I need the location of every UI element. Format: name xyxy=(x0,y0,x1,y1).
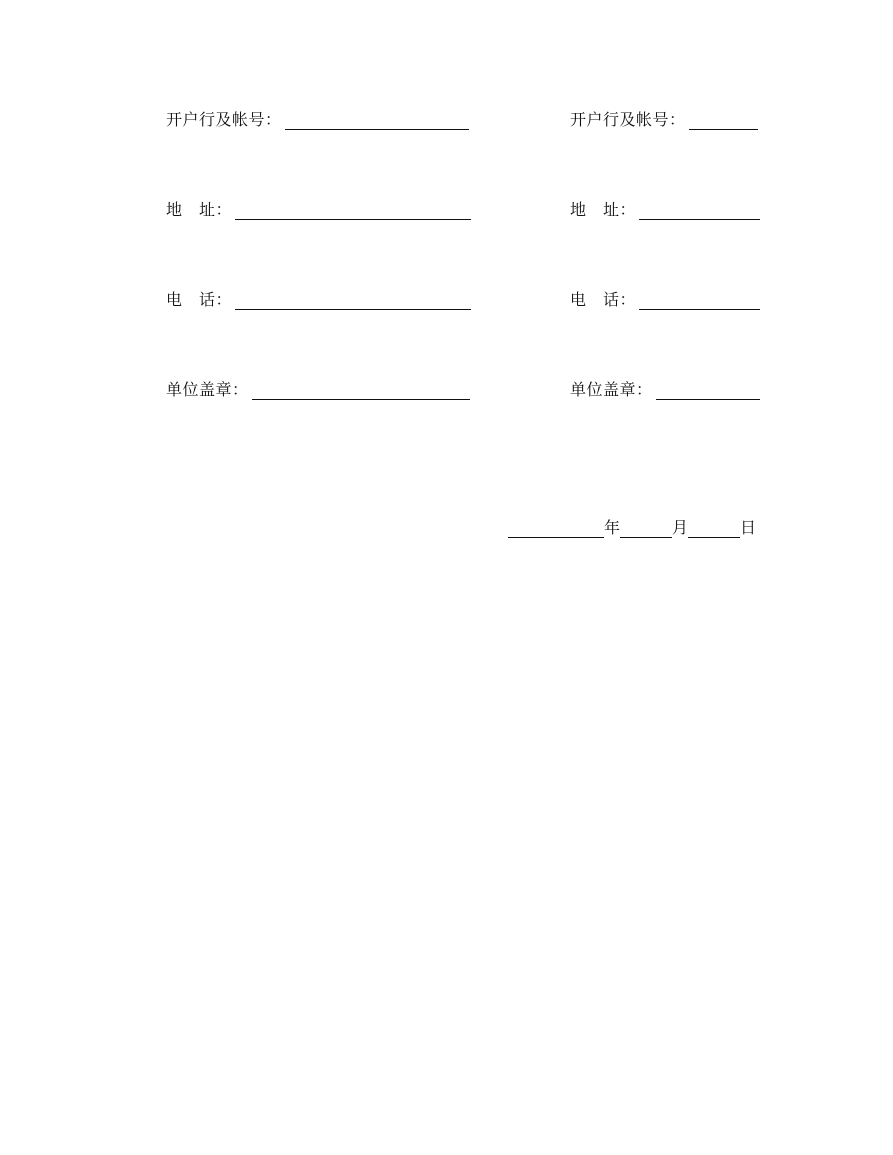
left-seal-field xyxy=(166,376,470,400)
right-phone-field xyxy=(570,286,760,310)
right-bank-account-blank[interactable] xyxy=(689,112,758,130)
day-blank[interactable] xyxy=(688,520,740,538)
left-bank-account-label: 开户行及帐号： xyxy=(166,110,282,129)
left-bank-account-field xyxy=(166,106,469,130)
right-address-field xyxy=(570,196,760,220)
date-line xyxy=(508,514,756,538)
left-seal-blank[interactable] xyxy=(252,382,470,400)
right-seal-field xyxy=(570,376,760,400)
left-address-label: 地 址： xyxy=(166,200,233,219)
year-unit: 年 xyxy=(604,518,621,537)
day-unit: 日 xyxy=(740,518,757,537)
left-bank-account-blank[interactable] xyxy=(285,112,469,130)
month-unit: 月 xyxy=(672,518,689,537)
left-phone-label: 电 话： xyxy=(166,290,233,309)
left-address-blank[interactable] xyxy=(235,202,471,220)
right-seal-label: 单位盖章： xyxy=(570,380,653,399)
right-address-label: 地 址： xyxy=(570,200,637,219)
left-phone-blank[interactable] xyxy=(235,292,471,310)
year-blank[interactable] xyxy=(508,520,604,538)
right-address-blank[interactable] xyxy=(639,202,760,220)
left-seal-label: 单位盖章： xyxy=(166,380,249,399)
right-phone-label: 电 话： xyxy=(570,290,637,309)
left-phone-field xyxy=(166,286,471,310)
right-bank-account-field xyxy=(570,106,758,130)
right-seal-blank[interactable] xyxy=(656,382,760,400)
month-blank[interactable] xyxy=(620,520,672,538)
right-phone-blank[interactable] xyxy=(639,292,760,310)
right-bank-account-label: 开户行及帐号： xyxy=(570,110,686,129)
left-address-field xyxy=(166,196,471,220)
